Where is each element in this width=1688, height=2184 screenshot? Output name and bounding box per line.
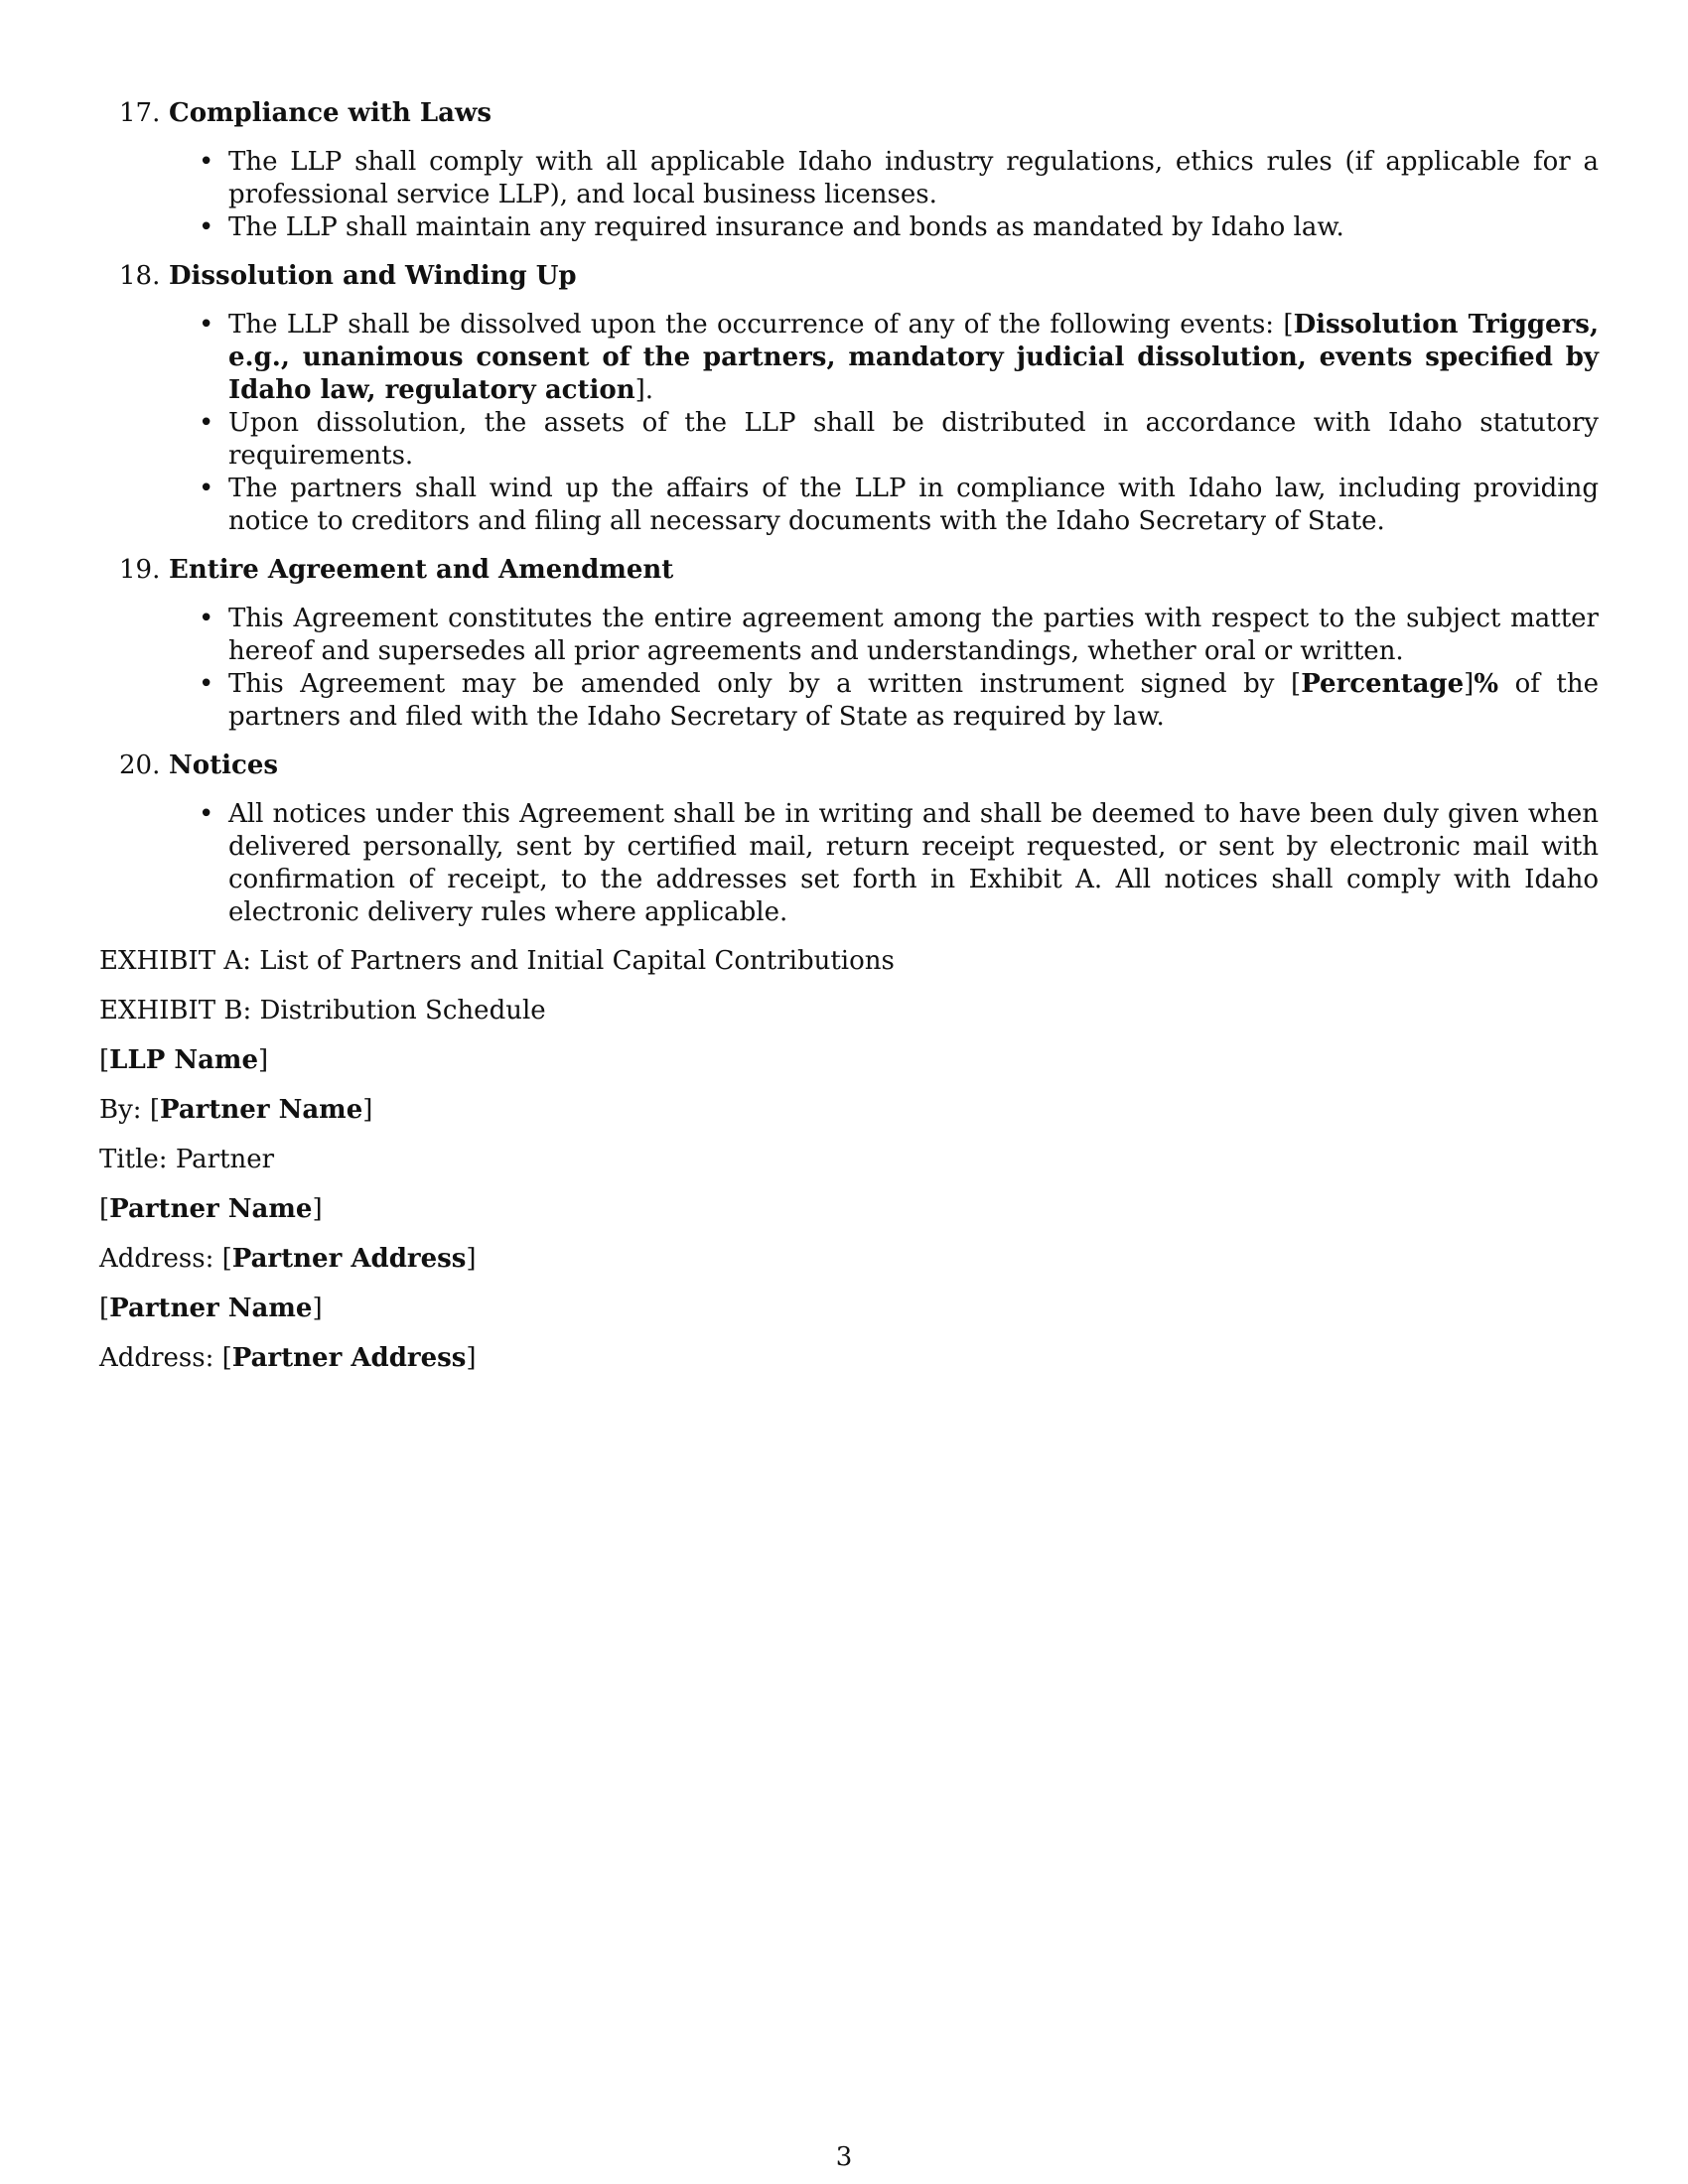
- text-segment: The LLP shall comply with all applicable Idaho industry regulations, ethics rules (if applicable for a professional service LLP), and local business licenses.: [228, 147, 1599, 209]
- section-number: 20.: [119, 751, 161, 780]
- partner-name-2: [99, 1293, 1599, 1325]
- placeholder-text: Partner Address: [231, 1244, 467, 1274]
- llp-name: [99, 1044, 1599, 1077]
- section-number: 19.: [119, 555, 161, 585]
- placeholder-text: Dissolution Triggers, e.g., unanimous consent of the partners, mandatory judicial dissolution, events specified by Idaho law, regulatory action: [228, 310, 1599, 405]
- section-number: 18.: [119, 261, 161, 291]
- text-segment: The partners shall wind up the affairs of the LLP in compliance with Idaho law, including providing notice to creditors and filing all necessary documents with the Idaho Secretary of State.: [228, 474, 1599, 536]
- section-title: Entire Agreement and Amendment: [169, 555, 674, 585]
- text-segment: ].: [634, 375, 654, 405]
- text-segment: ]: [1464, 669, 1475, 699]
- text-segment: This Agreement constitutes the entire agreement among the parties with respect to the subject matter hereof and supersedes all prior agreements and understandings, whether oral or written.: [228, 604, 1599, 666]
- list-item: [228, 309, 1599, 407]
- text-segment: Address: [: [99, 1343, 232, 1373]
- partner-address-2: [99, 1342, 1599, 1375]
- section-heading: [119, 260, 1599, 293]
- placeholder-text: Partner Address: [231, 1343, 467, 1373]
- text-segment: ]: [312, 1294, 323, 1323]
- section-heading: [119, 750, 1599, 782]
- partner-address-1: [99, 1243, 1599, 1276]
- section-20: [99, 750, 1599, 929]
- list-item: [228, 798, 1599, 929]
- sections-list: [99, 97, 1599, 929]
- text-segment: ]: [466, 1343, 477, 1373]
- placeholder-text: %: [1474, 669, 1499, 699]
- text-segment: [: [99, 1045, 110, 1075]
- section-18: [99, 260, 1599, 538]
- closing-block: [99, 945, 1599, 1375]
- list-item: [228, 603, 1599, 668]
- list-item: [228, 211, 1599, 244]
- exhibit-a: [99, 945, 1599, 978]
- text-segment: EXHIBIT B: Distribution Schedule: [99, 996, 546, 1025]
- placeholder-text: LLP Name: [109, 1045, 258, 1075]
- placeholder-text: Partner Name: [159, 1095, 363, 1125]
- exhibit-b: [99, 995, 1599, 1027]
- section-title: Notices: [169, 751, 279, 780]
- placeholder-text: Partner Name: [109, 1194, 313, 1224]
- page-number: 3: [835, 2142, 853, 2172]
- signature-title: [99, 1144, 1599, 1176]
- section-heading: [119, 97, 1599, 130]
- section-number: 17.: [119, 98, 161, 128]
- text-segment: Title: Partner: [99, 1145, 275, 1174]
- text-segment: This Agreement may be amended only by a written instrument signed by [: [228, 669, 1302, 699]
- bullet-list: [228, 798, 1599, 929]
- text-segment: ]: [466, 1244, 477, 1274]
- document-page: [99, 97, 1599, 1392]
- text-segment: ]: [312, 1194, 323, 1224]
- text-segment: All notices under this Agreement shall be in writing and shall be deemed to have been duly given when delivered personally, sent by certified mail, return receipt requested, or sent by electronic mail with confirmation of receipt, to the addresses set forth in Exhibit A. All notices shall comply with Idaho electronic delivery rules where applicable.: [228, 799, 1599, 927]
- bullet-list: [228, 603, 1599, 734]
- text-segment: of the partners and filed with the Idaho Secretary of State as required by law.: [228, 669, 1600, 732]
- text-segment: The LLP shall maintain any required insurance and bonds as mandated by Idaho law.: [228, 212, 1344, 242]
- text-segment: ]: [362, 1095, 373, 1125]
- list-item: [228, 473, 1599, 538]
- text-segment: The LLP shall be dissolved upon the occurrence of any of the following events: [: [228, 310, 1294, 340]
- text-segment: [: [99, 1194, 110, 1224]
- list-item: [228, 668, 1599, 734]
- text-segment: By: [: [99, 1095, 160, 1125]
- text-segment: Upon dissolution, the assets of the LLP shall be distributed in accordance with Idaho statutory requirements.: [228, 408, 1599, 471]
- section-19: [99, 554, 1599, 734]
- placeholder-text: Partner Name: [109, 1294, 313, 1323]
- list-item: [228, 407, 1599, 473]
- section-heading: [119, 554, 1599, 587]
- partner-name-1: [99, 1193, 1599, 1226]
- text-segment: Address: [: [99, 1244, 232, 1274]
- bullet-list: [228, 146, 1599, 244]
- section-title: Compliance with Laws: [169, 98, 492, 128]
- list-item: [228, 146, 1599, 211]
- text-segment: ]: [258, 1045, 269, 1075]
- section-title: Dissolution and Winding Up: [169, 261, 577, 291]
- text-segment: [: [99, 1294, 110, 1323]
- text-segment: EXHIBIT A: List of Partners and Initial Capital Contributions: [99, 946, 895, 976]
- section-17: [99, 97, 1599, 244]
- signature-by: [99, 1094, 1599, 1127]
- placeholder-text: Percentage: [1301, 669, 1465, 699]
- bullet-list: [228, 309, 1599, 538]
